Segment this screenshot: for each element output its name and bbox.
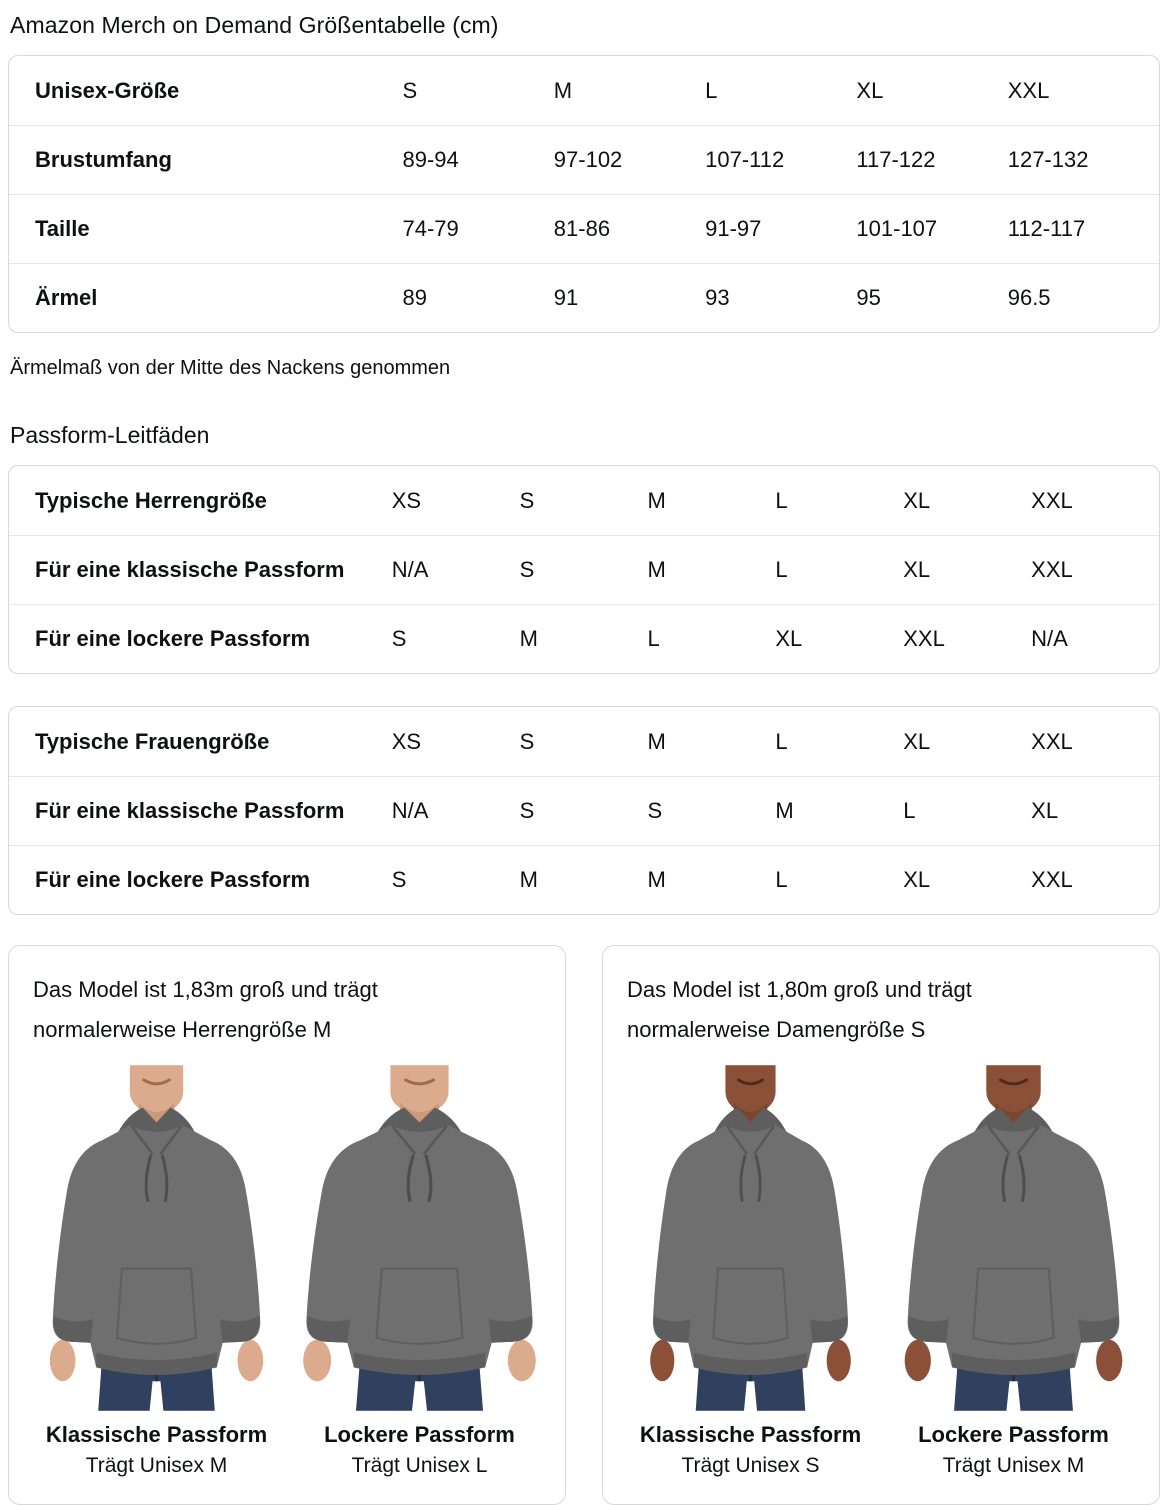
- size-value: N/A: [1031, 626, 1068, 651]
- models-row: [627, 1062, 1137, 1478]
- size-value: L: [775, 487, 788, 513]
- table-row: [9, 535, 1159, 604]
- size-caption: Trägt Unisex L: [351, 1454, 488, 1477]
- row-label: Brustumfang: [35, 147, 172, 172]
- size-value: 74-79: [402, 216, 459, 241]
- size-value: 91: [553, 285, 579, 310]
- size-value: L: [903, 798, 916, 823]
- size-value: 117-122: [856, 147, 936, 172]
- male-model-loose-image: [296, 1062, 543, 1414]
- size-value: N/A: [391, 798, 429, 823]
- model-loose-fit: [890, 1062, 1137, 1478]
- size-value: 89-94: [402, 147, 459, 172]
- table-row: [9, 56, 1159, 125]
- table-row: [9, 263, 1159, 332]
- size-value: 96.5: [1007, 285, 1051, 310]
- row-label: Ärmel: [35, 285, 98, 310]
- size-value: 93: [705, 285, 730, 310]
- size-value: XXL: [1031, 487, 1073, 513]
- row-label: Für eine lockere Passform: [35, 867, 311, 892]
- fit-caption: Klassische Passform: [639, 1422, 862, 1447]
- model-card-men: [8, 945, 566, 1505]
- size-value: XXL: [1031, 557, 1073, 582]
- model-cards-row: [8, 945, 1160, 1505]
- fit-guide-table-men: [8, 465, 1160, 674]
- page-title: Amazon Merch on Demand Größentabelle (cm): [10, 12, 499, 38]
- fit-caption: Lockere Passform: [324, 1422, 515, 1447]
- size-caption: Trägt Unisex M: [942, 1454, 1085, 1477]
- size-value: S: [391, 626, 407, 651]
- size-value: XS: [391, 728, 422, 754]
- size-caption: Trägt Unisex M: [85, 1454, 228, 1477]
- size-value: XS: [391, 487, 422, 513]
- size-value: 95: [856, 285, 881, 310]
- size-header: XL: [856, 77, 884, 103]
- size-value: L: [775, 557, 788, 582]
- row-label: Taille: [35, 216, 90, 241]
- size-value: 91-97: [705, 216, 762, 241]
- model-card-women: [602, 945, 1160, 1505]
- size-value: XL: [903, 487, 931, 513]
- table-row: [9, 845, 1159, 914]
- size-value: S: [519, 798, 535, 823]
- size-value: S: [519, 557, 535, 582]
- row-label: Unisex-Größe: [35, 77, 180, 103]
- size-value: XXL: [1031, 728, 1073, 754]
- row-label: Für eine klassische Passform: [35, 557, 345, 582]
- size-value: XL: [903, 867, 931, 892]
- sleeve-measure-note: Ärmelmaß von der Mitte des Nackens genommen: [10, 357, 451, 379]
- row-label: Für eine lockere Passform: [35, 626, 311, 651]
- size-value: 107-112: [705, 147, 785, 172]
- size-header: L: [705, 77, 718, 103]
- card-description: Das Model ist 1,80m groß und trägt normalerweise Damengröße S: [627, 977, 972, 1042]
- model-classic-fit: [33, 1062, 280, 1478]
- table-row: [9, 776, 1159, 845]
- size-value: 89: [402, 285, 427, 310]
- size-value: XXL: [1031, 867, 1073, 892]
- size-value: 112-117: [1007, 216, 1086, 241]
- size-value: M: [519, 626, 538, 651]
- models-row: [33, 1062, 543, 1478]
- model-loose-fit: [296, 1062, 543, 1478]
- size-value: XL: [903, 557, 931, 582]
- fit-caption: Lockere Passform: [918, 1422, 1109, 1447]
- size-value: M: [647, 557, 666, 582]
- fit-guides-heading: Passform-Leitfäden: [10, 422, 210, 448]
- size-value: XXL: [903, 626, 945, 651]
- size-value: L: [775, 728, 788, 754]
- size-value: 97-102: [553, 147, 623, 172]
- table-row: [9, 604, 1159, 673]
- size-value: M: [647, 728, 666, 754]
- size-value: 127-132: [1007, 147, 1089, 172]
- model-classic-fit: [627, 1062, 874, 1478]
- size-value: L: [775, 867, 788, 892]
- row-label: Typische Herrengröße: [35, 487, 267, 513]
- size-caption: Trägt Unisex S: [681, 1454, 820, 1477]
- size-value: S: [647, 798, 663, 823]
- female-model-classic-image: [627, 1062, 874, 1414]
- size-value: M: [519, 867, 538, 892]
- fit-guide-table-women: [8, 706, 1160, 915]
- size-value: M: [647, 867, 666, 892]
- size-value: XL: [775, 626, 803, 651]
- size-value: XL: [1031, 798, 1059, 823]
- size-value: 81-86: [553, 216, 611, 241]
- size-value: S: [391, 867, 407, 892]
- size-header: M: [553, 77, 573, 103]
- female-model-loose-image: [890, 1062, 1137, 1414]
- fit-caption: Klassische Passform: [45, 1422, 268, 1447]
- card-description: Das Model ist 1,83m groß und trägt normalerweise Herrengröße M: [33, 977, 378, 1042]
- table-row: [9, 466, 1159, 535]
- size-value: M: [647, 487, 666, 513]
- table-row: [9, 125, 1159, 194]
- size-table: [8, 55, 1160, 333]
- size-value: XL: [903, 728, 931, 754]
- size-value: L: [647, 626, 660, 651]
- size-value: M: [775, 798, 794, 823]
- row-label: Typische Frauengröße: [35, 728, 270, 754]
- table-row: [9, 707, 1159, 776]
- row-label: Für eine klassische Passform: [35, 798, 345, 823]
- size-header: S: [402, 77, 418, 103]
- size-value: S: [519, 728, 535, 754]
- male-model-classic-image: [33, 1062, 280, 1414]
- size-header: XXL: [1007, 77, 1050, 103]
- size-value: 101-107: [856, 216, 938, 241]
- table-row: [9, 194, 1159, 263]
- size-value: S: [519, 487, 535, 513]
- size-value: N/A: [391, 557, 429, 582]
